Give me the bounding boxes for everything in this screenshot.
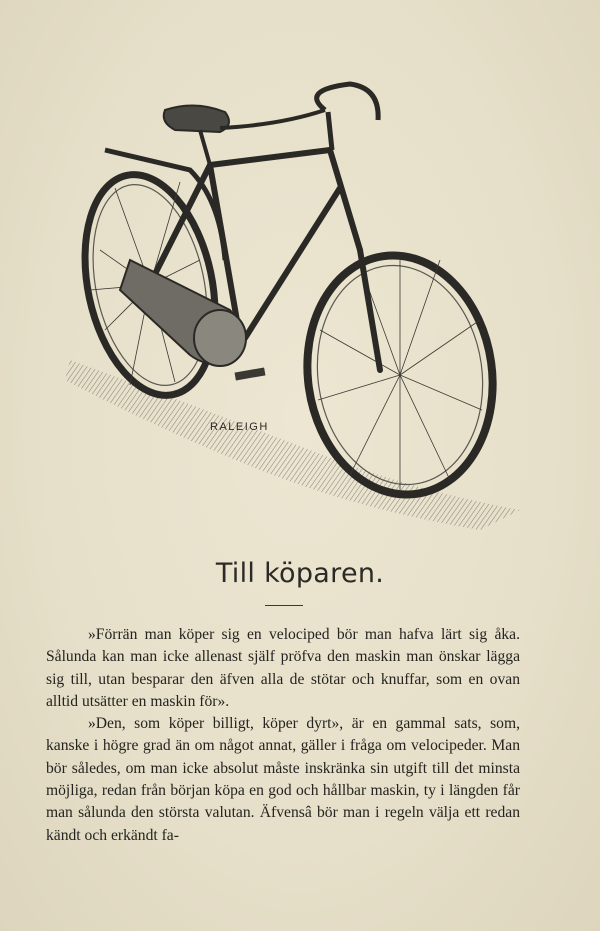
- paragraph: »Den, som köper billigt, köper dyrt», är en gammal sats, som, kanske i högre grad än om något annat, gäller i fråga om velocipeder. Man bör således, om man icke absolut måste inskränka sin utgift till det minsta möjliga, redan från början köpa en god och hållbar maskin, ty i längden får man sålunda den största valutan. Äfvensâ bör man i regeln välja ett redan kändt och erkändt fa-: [46, 715, 520, 844]
- page-title: Till köparen.: [215, 558, 385, 589]
- illustration-caption: RALEIGH: [210, 421, 269, 433]
- body-text: [46, 624, 520, 847]
- title-divider: [265, 605, 303, 606]
- paragraph: »Förrän man köper sig en velociped bör man hafva lärt sig åka. Sålunda kan man icke allenast själf pröfva den maskin man önskar lägga sig till, utan besparar den äfven alla de stötar och knuffar, som en ovan alltid utsätter en maskin för».: [46, 626, 520, 710]
- bicycle-illustration: [60, 70, 530, 540]
